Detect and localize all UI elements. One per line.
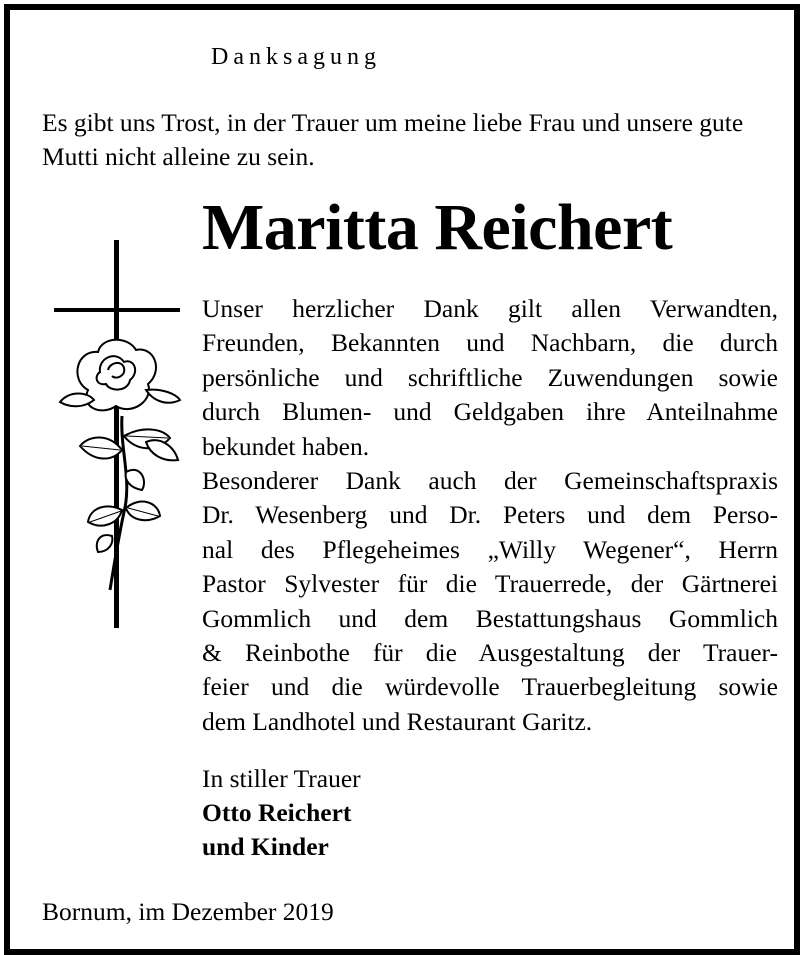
cross-with-rose-icon xyxy=(50,240,190,637)
signature-block xyxy=(202,762,361,864)
notice-heading: Danksagung xyxy=(211,44,381,70)
body-line: Dr. Wesenberg und Dr. Peters und dem Perso- xyxy=(202,500,778,530)
obituary-notice xyxy=(4,4,800,955)
body-line: Unser herzlicher Dank gilt allen Verwandten, xyxy=(202,294,778,323)
body-line: Gommlich und dem Bestattungshaus Gommlich xyxy=(202,603,778,633)
body-line: nal des Pflegeheimes „Willy Wegener“, Herrn xyxy=(202,534,778,564)
body-line: persönliche und schriftliche Zuwendungen sowie xyxy=(202,362,778,392)
signature-name: Otto Reichert xyxy=(202,798,352,827)
deceased-name: Maritta Reichert xyxy=(202,191,673,264)
body-line: Pastor Sylvester für die Trauerrede, der Gärtnerei xyxy=(202,569,778,599)
body-line: dem Landhotel und Restaurant Garitz. xyxy=(202,706,593,736)
body-line: bekundet haben. xyxy=(202,431,370,461)
place-and-date: Bornum, im Dezember 2019 xyxy=(42,897,334,926)
body-line: feier und die würdevolle Trauerbegleitung sowie xyxy=(202,672,778,702)
signature-family: und Kinder xyxy=(202,832,329,861)
intro-text: Es gibt uns Trost, in der Trauer um meine liebe Frau und unsere gute Mutti nicht alleine zu sein. xyxy=(42,108,744,171)
thanks-body xyxy=(202,292,778,739)
body-line: Besonderer Dank auch der Gemeinschaftspraxis xyxy=(202,466,778,496)
body-line: & Reinbothe für die Ausgestaltung der Trauer- xyxy=(202,638,778,668)
signature-greeting: In stiller Trauer xyxy=(202,764,361,793)
body-line: durch Blumen- und Geldgaben ihre Anteilnahme xyxy=(202,397,778,427)
body-line: Freunden, Bekannten und Nachbarn, die durch xyxy=(202,328,778,358)
